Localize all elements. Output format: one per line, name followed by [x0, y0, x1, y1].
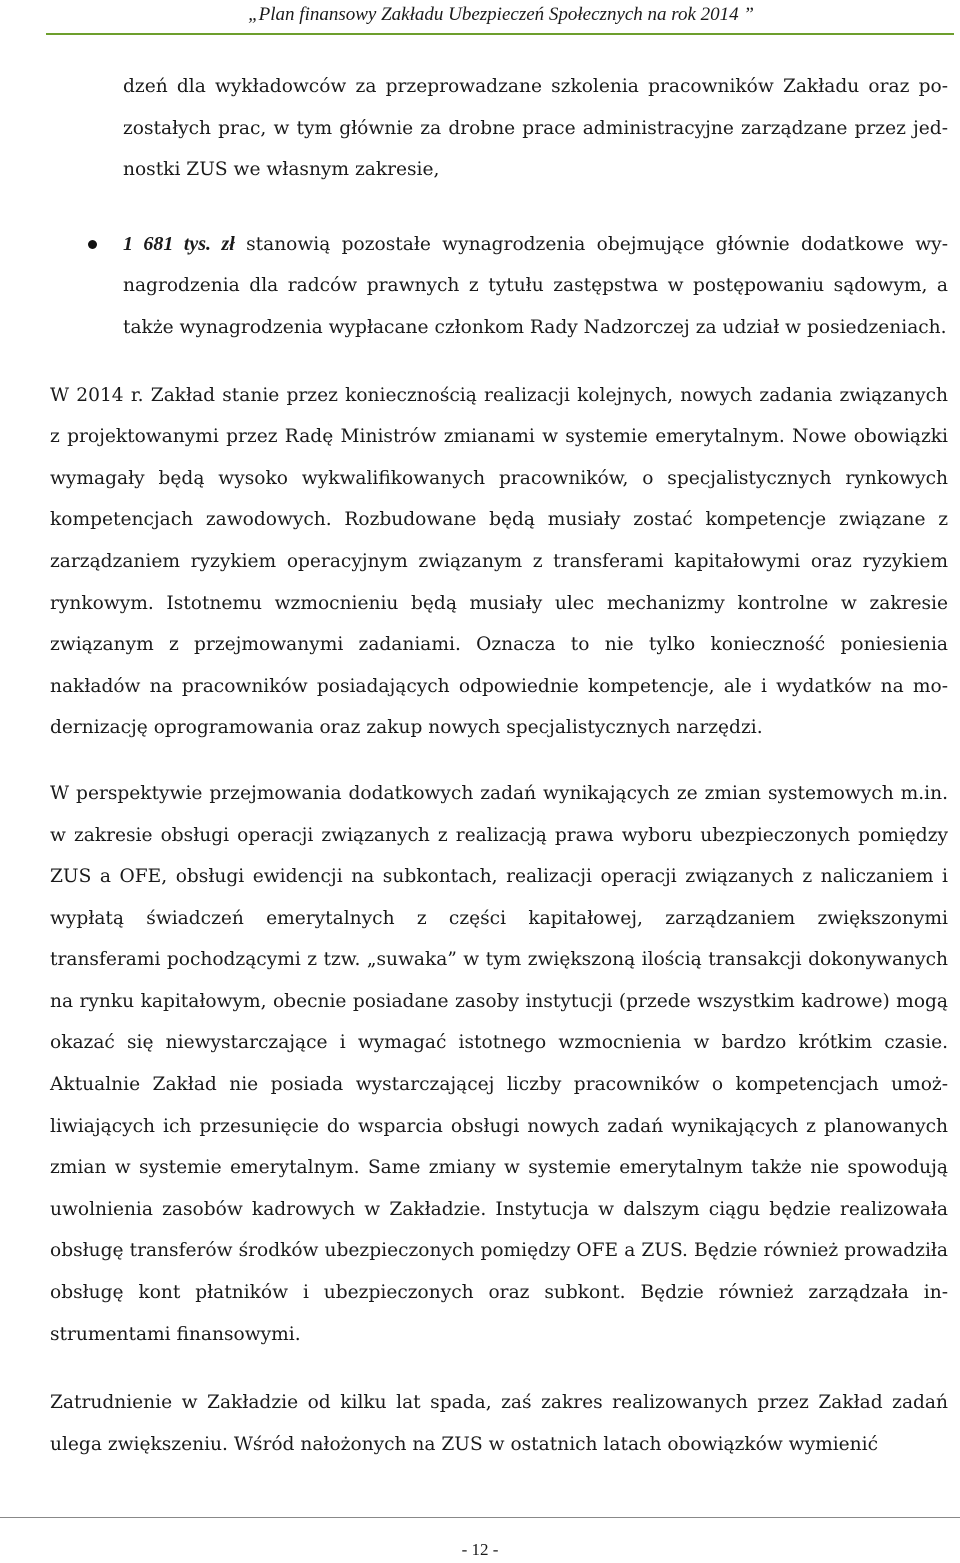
paragraph-1: W 2014 r. Zakład stanie przez koniecznością realizacji kolejnych, nowych zadania związanych z projektowanymi przez Radę Ministrów zmianami w systemie emerytalnym. Nowe obowiązki wymagały będą wysoko wykwalifikowanych pracowników, o specjalistycznych rynkowych kompetencjach zawodowych. Rozbudowane będą musiały zostać kompetencje związane z zarządzaniem ryzykiem operacyjnym związanym z transferami kapitałowymi oraz ryzykiem rynkowym. Istotnemu wzmocnieniu będą musiały ulec mechanizmy kontrolne w zakresie związanym z przejmowanymi zadaniami. Oznacza to nie tylko konieczność poniesienia nakładów na pracowników posiadających odpowiednie kompetencje, ale i wydatków na modernizację oprogramowania oraz zakup nowych specjalistycznych narzędzi. — [50, 384, 948, 739]
footer-rule — [0, 1517, 960, 1518]
paragraph-3: Zatrudnienie w Zakładzie od kilku lat spada, zaś zakres realizowanych przez Zakład zadań ulega zwiększeniu. Wśród nałożonych na ZUS w ostatnich latach obowiązków wymienić — [50, 1392, 948, 1455]
document-body — [50, 66, 948, 1465]
bullet-list-item — [50, 224, 948, 349]
page-header-title: „Plan finansowy Zakładu Ubezpieczeń Społecznych na rok 2014 ” — [248, 4, 754, 25]
bullet-paragraph — [123, 224, 948, 349]
bullet-text: stanowią pozostałe wynagrodzenia obejmujące głównie dodatkowe wynagrodzenia dla radców prawnych z tytułu zastępstwa w postępowaniu sądowym, a także wynagrodzenia wypłacane członkom Rady Nadzorczej za udział w posiedzeniach. — [123, 233, 948, 338]
paragraph-2: W perspektywie przejmowania dodatkowych zadań wynikających ze zmian systemowych m.in. w zakresie obsługi operacji związanych z realizacją prawa wyboru ubezpieczonych pomiędzy ZUS a OFE, obsługi ewidencji na subkontach, realizacji operacji związanych z naliczaniem i wypłatą świadczeń emerytalnych z części kapitałowej, zarządzaniem zwiększonymi transferami pochodzącymi z tzw. „suwaka” w tym zwiększoną ilością transakcji dokonywanych na rynku kapitałowym, obecnie posiadane zasoby instytucji (przede wszystkim kadrowe) mogą okazać się niewystarczające i wymagać istotnego wzmocnienia w bardzo krótkim czasie. Aktualnie Zakład nie posiada wystarczającej liczby pracowników o kompetencjach umożliwiających ich przesunięcie do wsparcia obsługi nowych zadań wynikających z planowanych zmian w systemie emerytalnym. Same zmiany w systemie emerytalnym także nie spowodują uwolnienia zasobów kadrowych w Zakładzie. Instytucja w dalszym ciągu będzie realizowała obsługę transferów środków ubezpieczonych pomiędzy OFE a ZUS. Będzie również prowadziła obsługę kont płatników i ubezpieczonych oraz subkont. Będzie również zarządzała instrumentami finansowymi. — [50, 782, 948, 1345]
bullet-point-icon — [88, 240, 97, 249]
header-rule — [46, 33, 954, 35]
page-number: - 12 - — [461, 1540, 499, 1559]
bullet-continuation-text: dzeń dla wykładowców za przeprowadzane szkolenia pracowników Zakładu oraz pozostałych prac, w tym głównie za drobne prace administracyjne zarządzane przez jednostki ZUS we własnym zakresie, — [123, 76, 948, 181]
bullet-amount: 1 681 tys. zł — [123, 232, 235, 255]
